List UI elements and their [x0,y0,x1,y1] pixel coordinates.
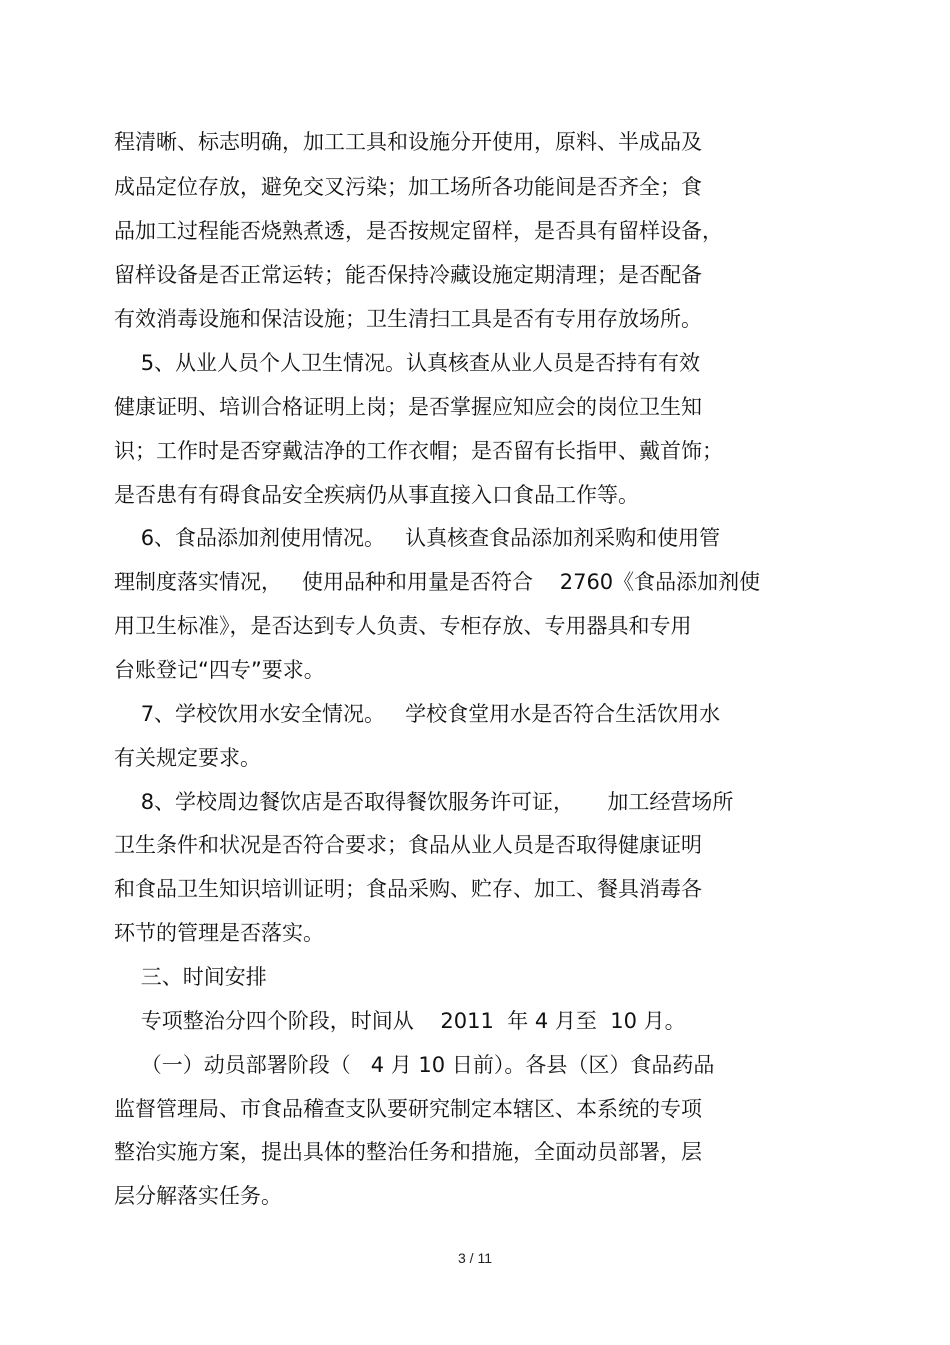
text-line: 层分解落实任务。 [114,1184,282,1208]
text-line: 识；工作时是否穿戴洁净的工作衣帽；是否留有长指甲、戴首饰； [114,439,723,463]
text-line: 7、学校饮用水安全情况。 学校食堂用水是否符合生活饮用水 [114,702,721,726]
page-number: 3 / 11 [458,1250,492,1266]
text-line: 和食品卫生知识培训证明；食品采购、贮存、加工、餐具消毒各 [114,877,702,901]
text-line: 8、学校周边餐饮店是否取得餐饮服务许可证， 加工经营场所 [114,790,734,814]
text-line: 6、食品添加剂使用情况。 认真核查食品添加剂采购和使用管 [114,526,721,550]
text-line: 留样设备是否正常运转；能否保持冷藏设施定期清理；是否配备 [114,263,702,287]
text-line: 环节的管理是否落实。 [114,921,324,945]
text-line: 专项整治分四个阶段，时间从 2011 年 4 月至 10 月。 [114,1009,686,1033]
text-line: 监督管理局、市食品稽查支队要研究制定本辖区、本系统的专项 [114,1097,702,1121]
text-line: 整治实施方案，提出具体的整治任务和措施，全面动员部署，层 [114,1140,702,1164]
text-line: 是否患有有碍食品安全疾病仍从事直接入口食品工作等。 [114,483,639,507]
text-line: 台账登记“四专”要求。 [114,658,325,682]
text-line: 理制度落实情况， 使用品种和用量是否符合 2760《食品添加剂使 [114,570,761,594]
section-heading: 三、时间安排 [114,965,267,989]
text-line: 有关规定要求。 [114,746,261,770]
text-line: 卫生条件和状况是否符合要求；食品从业人员是否取得健康证明 [114,833,702,857]
text-line: 有效消毒设施和保洁设施；卫生清扫工具是否有专用存放场所。 [114,307,702,331]
text-line: 健康证明、培训合格证明上岗；是否掌握应知应会的岗位卫生知 [114,395,702,419]
text-line: 成品定位存放，避免交叉污染；加工场所各功能间是否齐全；食 [114,175,702,199]
text-line: 用卫生标准》，是否达到专人负责、专柜存放、专用器具和专用 [114,614,692,638]
text-line: 程清晰、标志明确，加工工具和设施分开使用，原料、半成品及 [114,130,702,154]
text-line: 5、从业人员个人卫生情况。认真核查从业人员是否持有有效 [114,351,701,375]
text-line: （一）动员部署阶段（ 4 月 10 日前）。各县（区）食品药品 [114,1053,715,1077]
text-line: 品加工过程能否烧熟煮透，是否按规定留样，是否具有留样设备， [114,219,723,243]
